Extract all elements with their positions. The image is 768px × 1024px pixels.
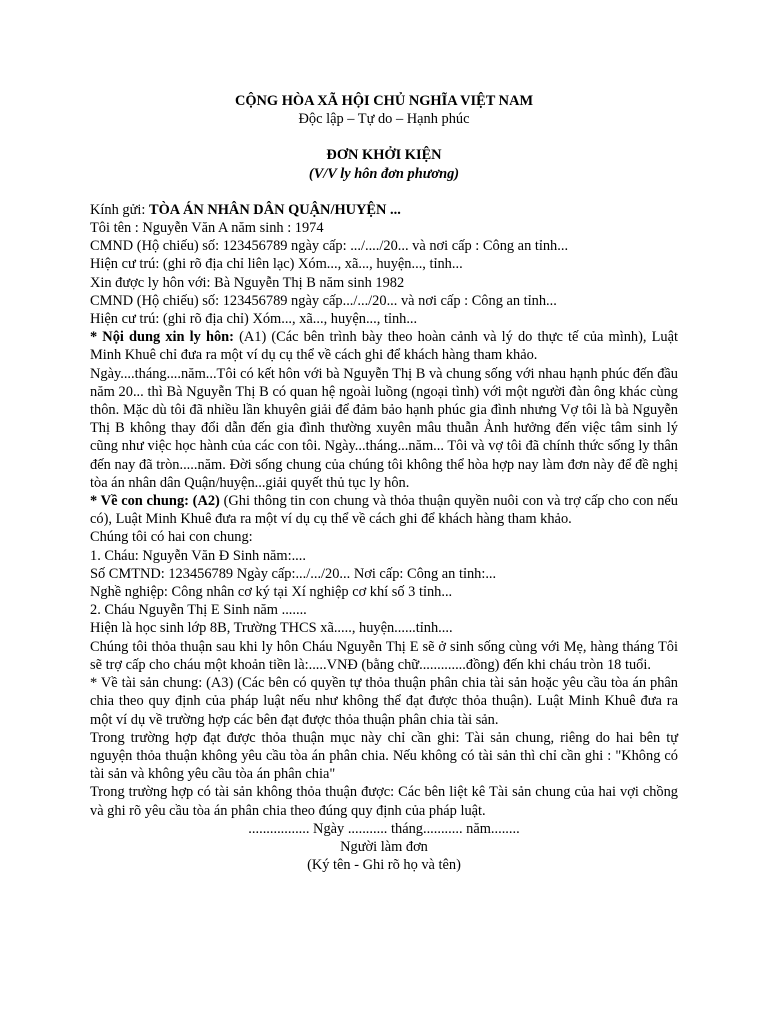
children-line: 1. Cháu: Nguyễn Văn Đ Sinh năm:.... <box>90 547 306 564</box>
children-intro <box>90 492 678 528</box>
party-line: Hiện cư trú: (ghi rõ địa chỉ) Xóm..., xã..., huyện..., tỉnh... <box>90 311 418 328</box>
signature-date: ................. Ngày ........... tháng........... năm........ <box>248 820 520 837</box>
children-line: Hiện là học sinh lớp 8B, Trường THCS xã....., huyện......tỉnh.... <box>90 620 453 637</box>
children-line: Số CMTND: 123456789 Ngày cấp:.../.../20... Nơi cấp: Công an tỉnh:... <box>90 565 497 582</box>
recipient-value: TÒA ÁN NHÂN DÂN QUẬN/HUYỆN ... <box>148 201 401 218</box>
children-line: Nghề nghiệp: Công nhân cơ ký tại Xí nghiệp cơ khí số 3 tỉnh... <box>90 584 453 601</box>
document-page <box>90 92 678 874</box>
divorce-content-intro-text: (A1) (Các bên trình bày theo hoàn cảnh và lý do thực tế của mình), Luật Minh Khuê chỉ đưa ra một ví dụ cụ thể về cách ghi để khách hàng tham khảo. <box>90 329 678 364</box>
national-title: CỘNG HÒA XÃ HỘI CHỦ NGHĨA VIỆT NAM <box>234 93 534 109</box>
divorce-content-body: Ngày....tháng....năm...Tôi có kết hôn với bà Nguyễn Thị B và chung sống với nhau hạnh phúc đến đầu năm 20... thì Bà Nguyễn Thị B có quan hệ ngoài luồng (ngoại tình) với một người đàn ông khác cùng thôn. Mặc dù tôi đã nhiều lần khuyên giải để đảm bảo hạnh phúc gia đình nhưng Vợ tôi là bà Nguyễn Thị B không thay đổi dẫn đến gia đình thường xuyên mâu thuẫn Ảnh hưởng đến việc tâm sinh lý cũng như việc học hành của các con tôi. Ngày...tháng...năm... Tôi và vợ tôi đã chính thức sống ly thân đến nay đã tròn.....năm. Đời sống chung của chúng tôi không thể hòa hợp nay làm đơn này để đề nghị tòa án nhân dân Quận/huyện...giải quyết thủ tục ly hôn. <box>90 365 678 491</box>
signature-signer: Người làm đơn <box>340 838 428 855</box>
spacer <box>90 128 678 146</box>
party-line: Xin được ly hôn với: Bà Nguyễn Thị B năm sinh 1982 <box>90 274 405 291</box>
spacer <box>90 183 678 201</box>
children-line: Chúng tôi có hai con chung: <box>90 529 253 546</box>
divorce-content-intro <box>90 328 678 364</box>
party-line: Tôi tên : Nguyễn Văn A năm sinh : 1974 <box>90 220 324 237</box>
children-heading: * Về con chung: (A2) <box>90 493 220 510</box>
divorce-content-heading: * Nội dung xin ly hôn: <box>90 329 234 346</box>
property-intro: * Về tài sản chung: (A3) (Các bên có quyền tự thỏa thuận phân chia tài sản hoặc yêu cầu tòa án phân chia theo quy định của pháp luật nếu như không thể đạt được thỏa thuận). Luật Minh Khuê đưa ra một ví dụ về trường hợp các bên đạt được thỏa thuận phân chia tài sản. <box>90 675 678 728</box>
national-motto: Độc lập – Tự do – Hạnh phúc <box>298 111 470 128</box>
recipient-label: Kính gửi: <box>90 201 149 218</box>
signature-note: (Ký tên - Ghi rõ họ và tên) <box>307 857 461 874</box>
document-title: ĐƠN KHỞI KIỆN <box>326 147 442 164</box>
children-intro-text: (Ghi thông tin con chung và thỏa thuận quyền nuôi con và trợ cấp cho con nếu có), Luật Minh Khuê đưa ra một ví dụ cụ thể về cách ghi để khách hàng tham khảo. <box>90 493 679 528</box>
party-line: CMND (Hộ chiếu) số: 123456789 ngày cấp.../.../20... và nơi cấp : Công an tỉnh... <box>90 292 557 309</box>
party-line: CMND (Hộ chiếu) số: 123456789 ngày cấp: .../..../20... và nơi cấp : Công an tỉnh... <box>90 238 569 255</box>
children-agreement: Chúng tôi thỏa thuận sau khi ly hôn Cháu Nguyễn Thị E sẽ ở sinh sống cùng với Mẹ, hàng tháng Tôi sẽ trợ cấp cho cháu một khoản tiền là:.....VNĐ (bằng chữ.............đồng) đến khi cháu tròn 18 tuổi. <box>90 638 678 673</box>
property-agreed: Trong trường hợp đạt được thỏa thuận mục này chỉ cần ghi: Tài sản chung, riêng do hai bên tự nguyện thỏa thuận không yêu cầu tòa án phân chia. Nếu không có tài sản thì chỉ cần ghi : "Không có tài sản và không yêu cầu tòa án phân chia" <box>90 729 678 783</box>
party-line: Hiện cư trú: (ghi rõ địa chỉ liên lạc) Xóm..., xã..., huyện..., tỉnh... <box>90 256 463 273</box>
children-line: 2. Cháu Nguyễn Thị E Sinh năm ....... <box>90 602 307 619</box>
document-subtitle: (V/V ly hôn đơn phương) <box>308 165 460 182</box>
recipient-line <box>90 201 678 219</box>
property-disputed: Trong trường hợp có tài sản không thỏa thuận được: Các bên liệt kê Tài sản chung của hai vợi chồng và ghi rõ yêu cầu tòa án phân chia theo đúng quy định của pháp luật. <box>90 784 678 819</box>
